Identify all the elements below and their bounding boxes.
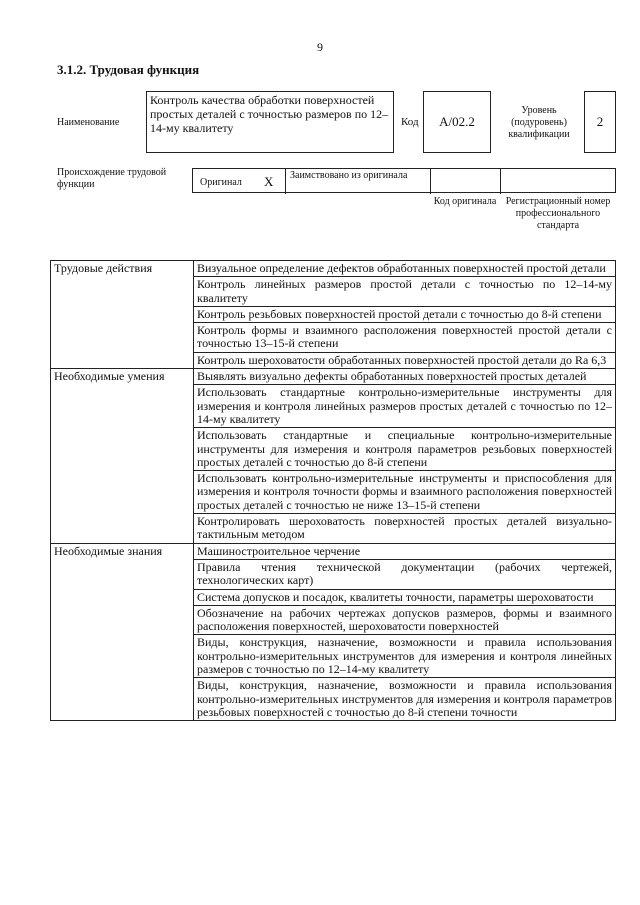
category-required-skills: Необходимые умения — [51, 369, 194, 544]
origin-row — [192, 168, 616, 193]
code-label: Код — [401, 116, 419, 128]
borrowed-label: Заимствовано из оригинала — [290, 170, 408, 181]
table-cell: Контроль шероховатости обработанных поверхностей простой детали до Ra 6,3 — [194, 352, 616, 368]
table-cell: Обозначение на рабочих чертежах допусков размеров, формы и взаимного расположения поверхностей, шероховатости поверхностей — [194, 605, 616, 635]
origin-code-cell — [431, 169, 501, 194]
section-title: 3.1.2. Трудовая функция — [57, 62, 200, 77]
origin-original-cell — [193, 169, 286, 194]
origin-label: Происхождение трудовой функции — [57, 167, 167, 190]
table-cell: Правила чтения технической документации (рабочих чертежей, технологических карт) — [194, 559, 616, 589]
origin-borrowed-cell — [286, 169, 431, 194]
table-cell: Машиностроительное черчение — [194, 543, 616, 559]
table-cell: Использовать стандартные и специальные контрольно-измерительные инструменты для измерения и контроля параметров резьбовых поверхностей простых деталей с точностью до 8-й степени — [194, 428, 616, 471]
category-labor-actions: Трудовые действия — [51, 261, 194, 369]
table-cell: Контроль формы и взаимного расположения поверхностей простой детали с точностью 13–15-й степени — [194, 323, 616, 353]
table-cell: Выявлять визуально дефекты обработанных поверхностей простых деталей — [194, 369, 616, 385]
code-value: А/02.2 — [439, 114, 475, 129]
table-row — [51, 543, 616, 559]
table-cell: Использовать стандартные контрольно-измерительные инструменты для измерения и контроля линейных размеров простых деталей с точностью по 12–14-му квалитету — [194, 385, 616, 428]
table-cell: Использовать контрольно-измерительные инструменты и приспособления для измерения и контроля точности формы и взаимного расположения поверхностей простых деталей с точностью не ниже 13–15-й степени — [194, 471, 616, 514]
category-required-knowledge: Необходимые знания — [51, 543, 194, 721]
table-row — [51, 261, 616, 277]
table-cell: Контроль линейных размеров простой детали с точностью по 12–14-му квалитету — [194, 277, 616, 307]
name-label: Наименование — [57, 117, 120, 128]
table-cell: Виды, конструкция, назначение, возможности и правила использования контрольно-измерительных инструментов для измерения и контроля параметров резьбовых поверхностей с точностью до 8-й степени точности — [194, 678, 616, 721]
table-cell: Визуальное определение дефектов обработанных поверхностей простой детали — [194, 261, 616, 277]
table-cell: Система допусков и посадок, квалитеты точности, параметры шероховатости — [194, 589, 616, 605]
origin-code-caption: Код оригинала — [433, 196, 497, 207]
origin-reg-cell — [501, 169, 617, 194]
level-label: Уровень (подуровень) квалификации — [508, 105, 570, 140]
table-cell: Контролировать шероховатость поверхностей простых деталей визуально-тактильным методом — [194, 514, 616, 544]
code-value-box — [423, 91, 491, 153]
table-cell: Виды, конструкция, назначение, возможности и правила использования контрольно-измерительных инструментов для измерения и контроля линейных размеров с точностью по 12–14-му квалитету — [194, 635, 616, 678]
labor-function-table — [50, 260, 616, 721]
reg-number-caption: Регистрационный номер профессионального стандарта — [505, 196, 611, 231]
table-row — [51, 369, 616, 385]
function-name-box: Контроль качества обработки поверхностей простых деталей с точностью размеров по 12–14-му квалитету — [146, 91, 394, 153]
original-mark: X — [264, 174, 274, 189]
level-value: 2 — [596, 114, 604, 129]
page-number: 9 — [317, 40, 323, 54]
original-label: Оригинал — [200, 177, 242, 188]
table-cell: Контроль резьбовых поверхностей простой детали с точностью до 8-й степени — [194, 306, 616, 322]
level-value-box — [584, 91, 616, 153]
